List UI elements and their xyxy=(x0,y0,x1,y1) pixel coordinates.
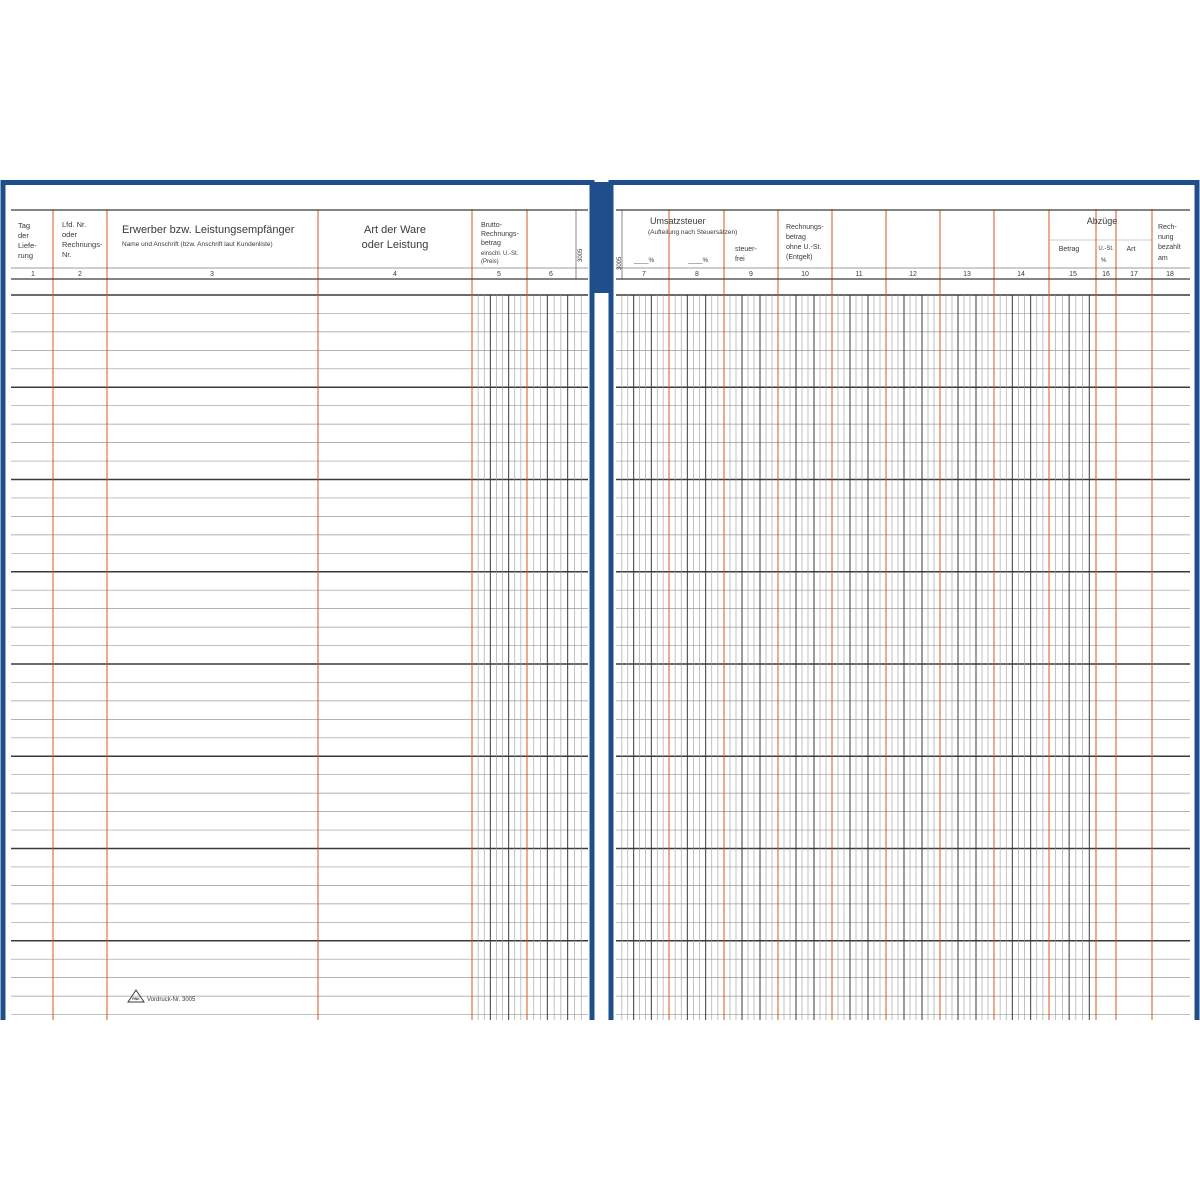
col5-line2: Rechnungs- xyxy=(481,231,519,238)
col3-title: Erwerber bzw. Leistungsempfänger xyxy=(122,224,295,236)
col-num-12: 12 xyxy=(909,271,917,278)
col10-line2: betrag xyxy=(786,234,806,241)
col18-line1: Rech- xyxy=(1158,224,1177,231)
col-num-7: 7 xyxy=(642,271,646,278)
col-num-17: 17 xyxy=(1130,271,1138,278)
col-num-8: 8 xyxy=(695,271,699,278)
col2-line1: Lfd. Nr. xyxy=(62,220,87,229)
col-num-3: 3 xyxy=(210,271,214,278)
page-bottom-mask xyxy=(0,1020,1200,1200)
left-header xyxy=(18,220,584,278)
left-page-frame xyxy=(3,183,592,1023)
col1-line2: der xyxy=(18,231,29,240)
col17-label: Art xyxy=(1126,246,1136,253)
col2-line2: oder xyxy=(62,230,78,239)
col8-rate: ____% xyxy=(688,257,709,264)
spine-gap xyxy=(593,182,609,293)
col-num-4: 4 xyxy=(393,271,397,278)
col15-label: Betrag xyxy=(1058,246,1080,253)
form-number: Vordruck-Nr. 3005 xyxy=(147,997,196,1003)
col10-line4: (Entgelt) xyxy=(786,254,813,261)
col-num-15: 15 xyxy=(1069,271,1077,278)
umsatzsteuer-subtitle: (Aufteilung nach Steuersätzen) xyxy=(648,229,738,236)
col18-line3: bezahlt xyxy=(1158,244,1181,251)
col9-line1: steuer- xyxy=(735,246,757,253)
col-num-2: 2 xyxy=(78,271,82,278)
form-footer xyxy=(128,990,196,1003)
col-num-18: 18 xyxy=(1166,271,1174,278)
col-num-9: 9 xyxy=(749,271,753,278)
col4-line2: oder Leistung xyxy=(361,239,429,251)
col18-line4: am xyxy=(1158,255,1168,262)
col-num-1: 1 xyxy=(31,271,35,278)
col2-line3: Rechnungs- xyxy=(62,240,103,249)
col1-line4: rung xyxy=(18,251,34,260)
col-num-10: 10 xyxy=(801,271,809,278)
col-num-14: 14 xyxy=(1017,271,1025,278)
col4-line1: Art der Ware xyxy=(364,224,426,236)
col10-line3: ohne U.-St. xyxy=(786,244,822,251)
col16-line1: U.-St. xyxy=(1098,246,1114,252)
col10-line1: Rechnungs- xyxy=(786,224,824,231)
col3-subtitle: Name und Anschrift (bzw. Anschrift laut Kundenliste) xyxy=(122,241,273,248)
binder-frame xyxy=(0,182,1200,1200)
col5-line4: einschl. U.-St. xyxy=(481,251,519,257)
col-num-16: 16 xyxy=(1102,271,1110,278)
col5-line1: Brutto- xyxy=(481,222,503,229)
col7-rate: ____% xyxy=(634,257,655,264)
col18-line2: nung xyxy=(1158,234,1174,241)
abzuege-title: Abzüge xyxy=(1086,216,1118,226)
col1-line1: Tag xyxy=(18,221,31,230)
col-num-13: 13 xyxy=(963,271,971,278)
left-form-code: 3005 xyxy=(578,248,584,262)
col2-line4: Nr. xyxy=(62,250,72,259)
ledger-grid xyxy=(11,210,1190,1020)
col-num-5: 5 xyxy=(497,271,501,278)
col-num-6: 6 xyxy=(549,271,553,278)
col5-line3: betrag xyxy=(481,240,501,247)
right-form-code: 3005 xyxy=(617,256,623,270)
col9-line2: frei xyxy=(735,256,745,263)
publisher-logo-text: RNK xyxy=(132,997,140,1001)
col16-line2: % xyxy=(1101,258,1107,264)
col-num-11: 11 xyxy=(855,271,863,278)
umsatzsteuer-title: Umsatzsteuer xyxy=(650,216,706,226)
col1-line3: Liefe- xyxy=(18,241,37,250)
col5-line5: (Preis) xyxy=(481,259,499,265)
